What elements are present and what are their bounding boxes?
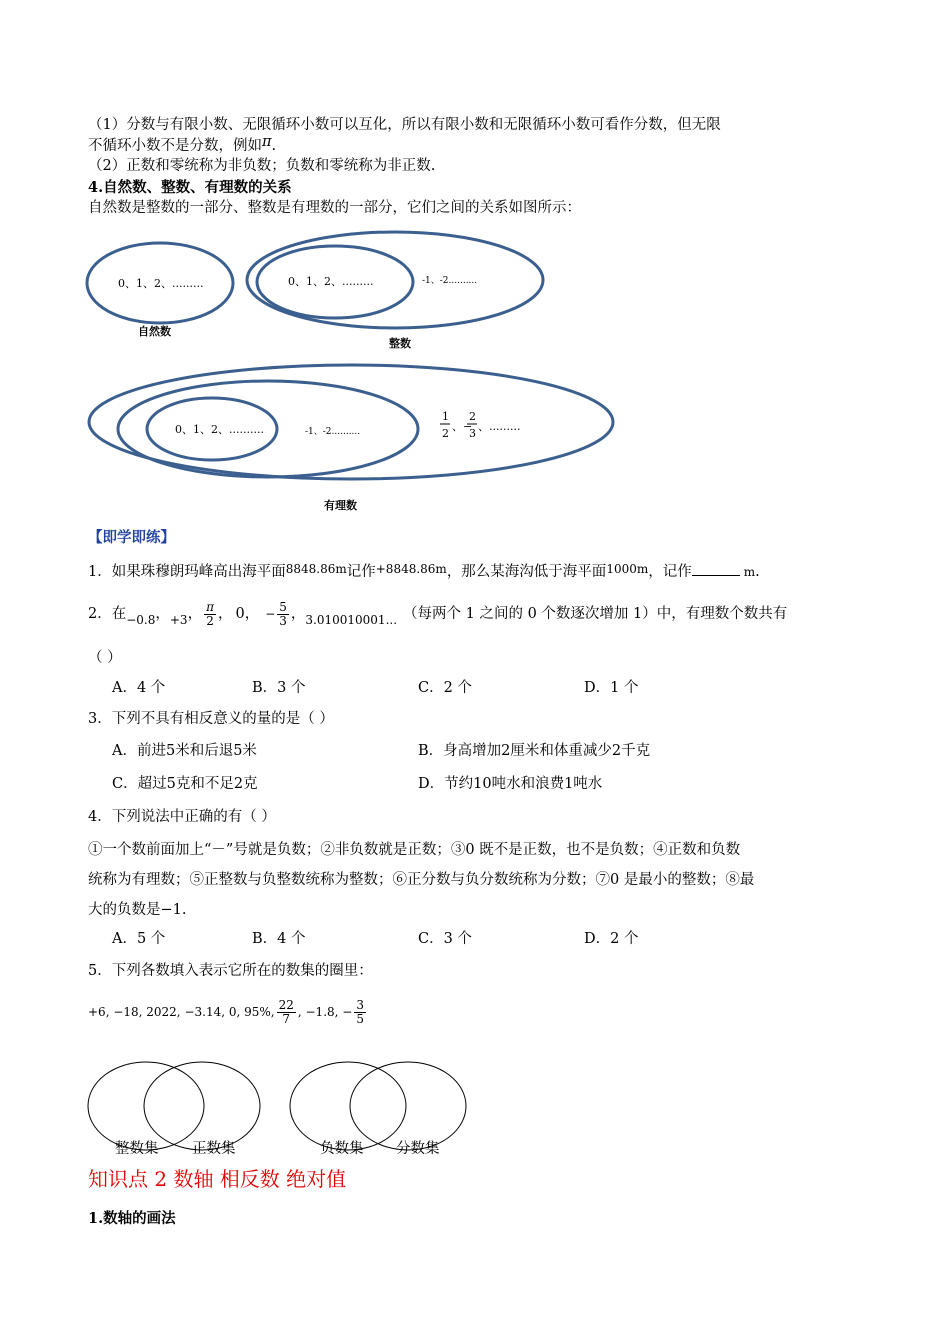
q2-sep-4: ， [290,606,306,622]
q2-option-a[interactable]: A．4 个 [112,680,166,696]
note-2: （2）正数和零统称为非负数；负数和零统称为非正数. [88,158,436,174]
q1-unit: m [743,565,756,579]
q1-text-b: 记作 [346,564,376,580]
rational-tail: 、......... [478,420,521,433]
q5-numbers [88,992,368,1032]
integer-outer-content: -1、-2.......... [422,276,478,286]
q2-frac-den: 3 [279,613,287,628]
rational-outer-ellipse [89,365,613,479]
section-4-desc: 自然数是整数的一部分、整数是有理数的一部分，它们之间的关系如图所示： [88,200,581,216]
q2-pi-den: 2 [206,613,214,628]
q2-zero: 0， [235,606,260,622]
q2-option-c[interactable]: C．2 个 [418,680,472,696]
q2-sep-3: ， [217,606,233,622]
q4-line-3: 大的负数是−1. [88,902,187,918]
question-2 [88,592,787,636]
frac2-num: 2 [469,410,476,423]
natural-label: 自然数 [138,325,171,338]
rational-diagram [80,362,635,517]
q1-value-3: 1000m [606,562,649,576]
q4-line-1: ①一个数前面加上“－”号就是负数；②非负数就是正数；③0 既不是正数，也不是负数；④正数和负数 [88,842,741,858]
q2-sep-2: ， [187,606,203,622]
q1-value-2: +8848.86m [375,562,447,576]
rational-middle-ellipse [118,381,418,477]
natural-integer-diagram [80,225,560,355]
q5-f2-den: 5 [356,1011,364,1026]
q2-frac-num: 5 [279,599,287,614]
integer-label: 整数 [389,337,411,350]
note-1-line-2 [88,136,276,156]
q1-value-1: 8848.86m [285,562,347,576]
venn-integer-set[interactable] [88,1062,204,1150]
period: . [271,138,277,154]
question-1 [88,561,760,582]
venn-fraction-set[interactable] [350,1062,466,1150]
q5-number-list: +6, −18, 2022, −3.14, 0, 95%, [88,1005,275,1019]
q2-number-1: −0.8 [126,613,156,627]
q4-option-b[interactable]: B．4 个 [252,931,306,947]
venn-negative-set[interactable] [290,1062,406,1150]
q2-suffix: （每两个 1 之间的 0 个数逐次增加 1）中，有理数个数共有 [403,606,788,622]
q5-stem: 5．下列各数填入表示它所在的数集的圈里： [88,963,373,979]
axis-drawing-title: 1.数轴的画法 [88,1210,176,1227]
q1-answer-blank[interactable] [692,561,740,576]
label-fraction-set: 分数集 [396,1141,440,1157]
practice-heading: 【即学即练】 [88,529,175,546]
frac-sep: 、− [452,420,473,433]
note-1-line-1: （1）分数与有限小数、无限循环小数可以互化，所以有限小数和无限循环小数可看作分数，但无限 [88,117,721,133]
natural-content: 0、1、2、......... [118,277,204,290]
q4-option-d[interactable]: D．2 个 [584,931,639,947]
q3-option-d[interactable]: D．节约10吨水和浪费1吨水 [418,776,603,792]
q2-sep-1: ， [155,606,170,622]
q2-five-thirds [277,601,289,628]
q4-line-2: 统称为有理数；⑤正整数与负整数统称为整数；⑥正分数与负分数统称为分数；⑦0 是最小的整数；⑧最 [88,872,755,888]
label-integer-set: 整数集 [115,1141,159,1157]
q2-neg: − [265,607,276,621]
frac2-den: 3 [469,427,476,440]
q3-stem: 3．下列不具有相反意义的量的是（ ） [88,711,334,727]
q4-option-a[interactable]: A．5 个 [112,931,166,947]
q2-paren: （ ） [88,650,122,666]
section-4-title: 4.自然数、整数、有理数的关系 [88,179,292,196]
rational-label: 有理数 [324,499,357,512]
q1-text-c: ，那么某海沟低于海平面 [446,564,607,580]
q4-option-c[interactable]: C．3 个 [418,931,472,947]
q3-option-b[interactable]: B．身高增加2厘米和体重减少2千克 [418,743,651,759]
q5-f2-num: 3 [356,997,364,1012]
q1-end: . [755,564,760,580]
rational-inner-content: 0、1、2、.......... [175,423,264,436]
q2-pi-over-2 [204,601,216,628]
q2-number-6: 3.010010001... [305,613,398,627]
q2-number-2: +3 [169,613,188,627]
knowledge-point-2-title: 知识点 2 数轴 相反数 绝对值 [88,1167,347,1191]
q1-text-d: ，记作 [648,564,692,580]
q5-f1-den: 7 [282,1011,291,1026]
frac1-num: 1 [442,410,449,423]
rational-middle-content: -1、-2.......... [305,427,361,437]
integer-inner-content: 0、1、2、......... [288,275,374,288]
q3-option-c[interactable]: C．超过5克和不足2克 [112,776,258,792]
q5-fraction-22-7 [277,999,296,1026]
q5-f1-num: 22 [278,997,294,1012]
label-positive-set: 正数集 [192,1141,236,1157]
frac1-den: 2 [442,427,449,440]
pi-symbol: π [262,134,272,150]
q5-fraction-3-5 [354,999,366,1026]
q2-option-b[interactable]: B．3 个 [252,680,306,696]
venn-positive-set[interactable] [144,1062,260,1150]
q2-prefix: 2．在 [88,606,127,622]
q3-option-a[interactable]: A．前进5米和后退5米 [112,743,257,759]
note-1-text: 不循环小数不是分数，例如 [88,138,262,154]
q5-number-mid: , −1.8, − [297,1005,353,1019]
label-negative-set: 负数集 [320,1141,364,1157]
q1-text-a: 1．如果珠穆朗玛峰高出海平面 [88,564,286,580]
q4-stem: 4．下列说法中正确的有（ ） [88,809,276,825]
q2-pi-num: π [206,599,214,614]
q2-option-d[interactable]: D．1 个 [584,680,639,696]
